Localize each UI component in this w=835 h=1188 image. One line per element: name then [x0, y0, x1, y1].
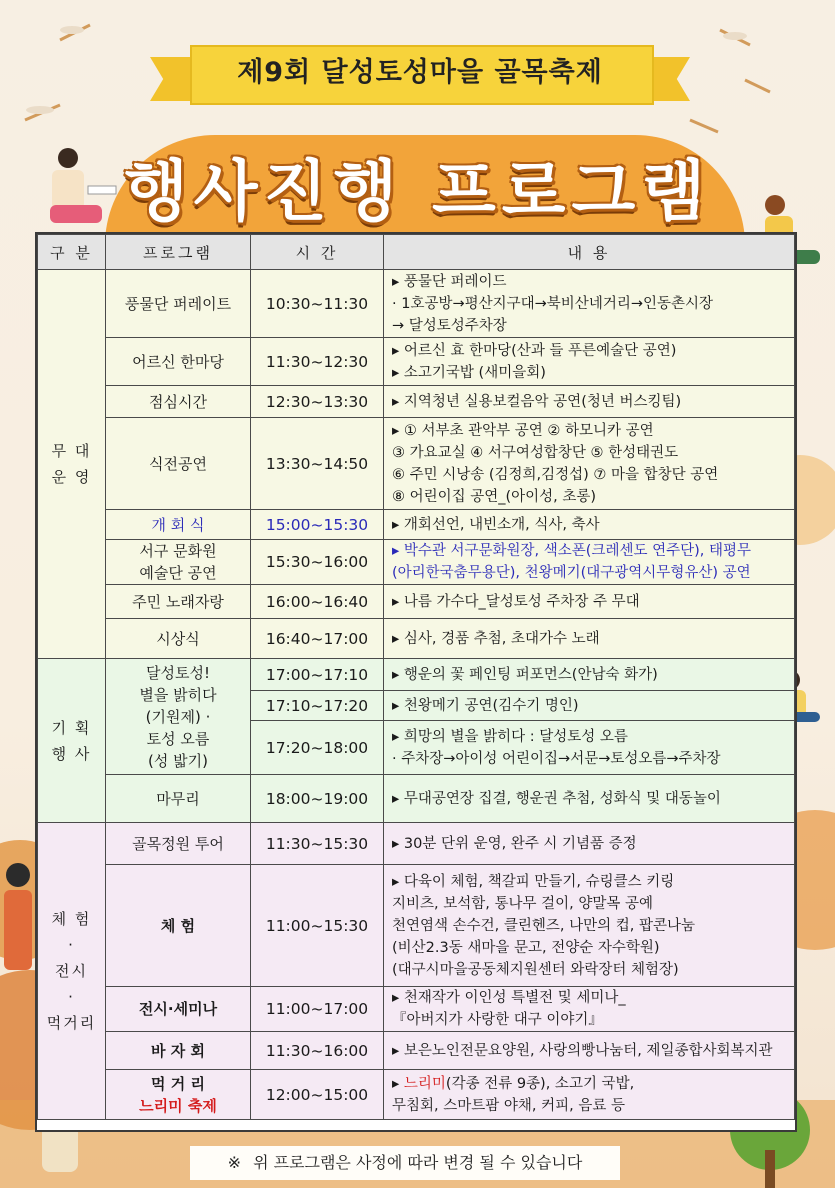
text-line: (대구시마을공동체지원센터 와락장터 체험장)	[392, 961, 679, 978]
text-line: ▸ ① 서부초 관악부 공연 ② 하모니카 공연	[392, 422, 654, 439]
dragonfly-icon	[720, 30, 750, 45]
table-row	[38, 386, 795, 418]
text-line: ·	[68, 936, 75, 954]
dragonfly-icon	[690, 120, 718, 132]
program-line: 체 험	[160, 916, 196, 935]
program-line: 골목정원 투어	[132, 834, 224, 853]
program-name	[106, 775, 251, 823]
program-line: 예술단 공연	[139, 564, 217, 582]
program-content	[384, 338, 795, 386]
program-line: 풍물단 퍼레이트	[124, 294, 232, 313]
program-content	[384, 1032, 795, 1070]
program-name	[106, 865, 251, 987]
highlight-word: 느리미	[403, 1075, 446, 1092]
text-line: 지비츠, 보석함, 통나무 걸이, 양말목 공예	[392, 895, 653, 912]
text-line: ▸ 풍물단 퍼레이드	[392, 273, 507, 290]
table-row	[38, 510, 795, 540]
program-content	[384, 270, 795, 338]
time-slot: 17:10~17:20	[251, 691, 384, 721]
text-line: ▸ 다육이 체험, 책갈피 만들기, 슈링클스 키링	[392, 873, 675, 890]
program-line: 달성토성!	[146, 663, 210, 682]
text-line: 운 영	[51, 468, 92, 486]
program-content	[384, 721, 795, 775]
table-row	[38, 540, 795, 585]
text-line: ▸ 보은노인전문요양원, 사랑의빵나눔터, 제일종합사회복지관	[392, 1042, 773, 1059]
program-line: 바 자 회	[151, 1041, 205, 1060]
program-title: 행사진행 프로그램	[123, 153, 712, 230]
dragonfly-icon	[60, 25, 90, 40]
program-name	[106, 386, 251, 418]
program-content	[384, 691, 795, 721]
table-row	[38, 775, 795, 823]
program-name	[106, 659, 251, 775]
text-line: ③ 가요교실 ④ 서구여성합창단 ⑤ 한성태권도	[392, 444, 679, 461]
program-line: 토성 오름	[146, 729, 210, 748]
notice-text: 위 프로그램은 사정에 따라 변경 될 수 있습니다	[253, 1153, 583, 1172]
text-line: (비산2.3동 새마을 문고, 전양순 자수학원)	[392, 939, 660, 956]
program-name	[106, 1070, 251, 1120]
program-content	[384, 619, 795, 659]
text-line: ▸ 천왕메기 공연(김수기 명인)	[392, 697, 579, 714]
program-name	[106, 540, 251, 585]
program-line: 점심시간	[149, 392, 207, 411]
program-name	[106, 270, 251, 338]
time-slot: 17:20~18:00	[251, 721, 384, 775]
program-name	[106, 418, 251, 510]
program-content	[384, 585, 795, 619]
table-row	[38, 585, 795, 619]
text-line: ▸ 어르신 효 한마당(산과 들 푸른예술단 공연)	[392, 342, 677, 359]
program-line: 서구 문화원	[139, 542, 217, 560]
time-slot: 17:00~17:10	[251, 659, 384, 691]
time-slot: 11:00~15:30	[251, 865, 384, 987]
header-row	[38, 235, 795, 270]
program-line: 식전공연	[149, 454, 207, 473]
section-category	[38, 659, 106, 823]
program-content	[384, 540, 795, 585]
text-line: 천연염색 손수건, 클린헨즈, 나만의 컵, 팝콘나눔	[392, 917, 696, 934]
section-category	[38, 270, 106, 659]
program-line: 어르신 한마당	[132, 352, 224, 371]
text-line: ⑧ 어린이집 공연_(아이성, 초롱)	[392, 488, 597, 505]
program-line: (성 밟기)	[148, 751, 208, 770]
table-row	[38, 1070, 795, 1120]
program-line: 시상식	[156, 629, 200, 648]
time-slot: 11:30~16:00	[251, 1032, 384, 1070]
table-row	[38, 270, 795, 338]
time-slot: 16:40~17:00	[251, 619, 384, 659]
time-slot: 11:30~12:30	[251, 338, 384, 386]
text-line: · 1호공방→평산지구대→북비산네거리→인동촌시장	[392, 295, 714, 312]
text-line: ▸ 개회선언, 내빈소개, 식사, 축사	[392, 516, 600, 533]
program-content	[384, 386, 795, 418]
festival-banner	[150, 45, 690, 105]
change-notice	[190, 1146, 620, 1180]
section-category	[38, 823, 106, 1120]
text-line: ▸ 소고기국밥 (새미을회)	[392, 364, 546, 381]
notice-mark: ※	[227, 1153, 242, 1172]
header-program: 프로그램	[106, 235, 251, 270]
text-line: · 주차장→아이성 어린이집→서문→토성오름→주차장	[392, 750, 721, 767]
program-content	[384, 510, 795, 540]
dragonfly-icon	[745, 80, 770, 92]
text-line: ▸ 무대공연장 집결, 행운권 추첨, 성화식 및 대동놀이	[392, 790, 721, 807]
text-line: ▸ 지역청년 실용보컬음악 공연(청년 버스킹팀)	[392, 393, 682, 410]
text-line: 전시	[55, 962, 88, 980]
text-line: ▸ 나름 가수다_달성토성 주차장 주 무대	[392, 593, 640, 610]
text-line: 무침회, 스마트팜 야채, 커피, 음료 등	[392, 1097, 625, 1114]
text-line: ▸ 느리미(각종 전류 9종), 소고기 국밥,	[392, 1075, 635, 1092]
text-line: 무 대	[51, 442, 92, 460]
text-line: ▸ 30분 단위 운영, 완주 시 기념품 증정	[392, 835, 637, 852]
program-content	[384, 418, 795, 510]
time-slot: 16:00~16:40	[251, 585, 384, 619]
program-content	[384, 823, 795, 865]
program-name	[106, 585, 251, 619]
time-slot: 12:00~15:00	[251, 1070, 384, 1120]
text-line: (각종 전류 9종), 소고기 국밥,	[445, 1075, 635, 1092]
person-icon	[4, 863, 32, 970]
program-name	[106, 510, 251, 540]
program-content	[384, 987, 795, 1032]
program-name	[106, 987, 251, 1032]
table-row	[38, 1032, 795, 1070]
table-row	[38, 418, 795, 510]
time-slot: 18:00~19:00	[251, 775, 384, 823]
program-content	[384, 659, 795, 691]
table-row	[38, 987, 795, 1032]
text-line: (아리한국춤무용단), 천왕메기(대구광역시무형유산) 공연	[392, 565, 751, 581]
program-name	[106, 619, 251, 659]
text-line: 먹거리	[46, 1014, 97, 1032]
schedule-table	[35, 232, 797, 1132]
table-row	[38, 338, 795, 386]
program-line: (기원제) ·	[145, 707, 211, 726]
table-row	[38, 659, 795, 691]
text-line: 기 획	[51, 718, 92, 737]
program-line: 주민 노래자랑	[132, 592, 224, 611]
program-line: 느리미 축제	[139, 1096, 217, 1115]
program-line: 먹 거 리	[151, 1074, 205, 1093]
text-line: ▸ 행운의 꽃 페인팅 퍼포먼스(안남숙 화가)	[392, 666, 658, 683]
time-slot: 15:30~16:00	[251, 540, 384, 585]
text-line: 행 사	[51, 744, 92, 763]
table-row	[38, 619, 795, 659]
time-slot: 12:30~13:30	[251, 386, 384, 418]
table-row	[38, 865, 795, 987]
festival-title: 제9회 달성토성마을 골목축제	[237, 57, 603, 88]
time-slot: 11:00~17:00	[251, 987, 384, 1032]
time-slot: 11:30~15:30	[251, 823, 384, 865]
dragonfly-icon	[25, 105, 60, 120]
header-time: 시 간	[251, 235, 384, 270]
program-line: 전시·세미나	[138, 1000, 218, 1018]
text-line: ▸ 박수관 서구문화원장, 색소폰(크레센도 연주단), 태평무	[392, 543, 752, 559]
time-slot: 10:30~11:30	[251, 270, 384, 338]
text-line: ⑥ 주민 시낭송 (김정희,김정섭) ⑦ 마을 합창단 공연	[392, 466, 719, 483]
text-line: ▸ 심사, 경품 추첨, 초대가수 노래	[392, 630, 600, 647]
schedule-grid	[37, 234, 795, 1120]
text-line: ▸ 천재작가 이인성 특별전 및 세미나_	[392, 990, 626, 1006]
program-content	[384, 1070, 795, 1120]
text-line: ▸ 희망의 별을 밝히다 : 달성토성 오름	[392, 728, 628, 745]
program-content	[384, 865, 795, 987]
program-content	[384, 775, 795, 823]
text-line: → 달성토성주차장	[392, 317, 507, 334]
program-line: 개 회 식	[151, 515, 205, 534]
table-row	[38, 823, 795, 865]
program-name	[106, 338, 251, 386]
program-line: 별을 밝히다	[139, 685, 217, 704]
program-line: 마무리	[156, 789, 200, 808]
program-name	[106, 1032, 251, 1070]
time-slot: 15:00~15:30	[251, 510, 384, 540]
header-content: 내 용	[384, 235, 795, 270]
program-name	[106, 823, 251, 865]
text-line: 『아버지가 사랑한 대구 이야기』	[392, 1012, 603, 1028]
header-category: 구 분	[38, 235, 106, 270]
text-line: ·	[68, 988, 75, 1006]
text-line: 체 험	[51, 910, 92, 928]
time-slot: 13:30~14:50	[251, 418, 384, 510]
